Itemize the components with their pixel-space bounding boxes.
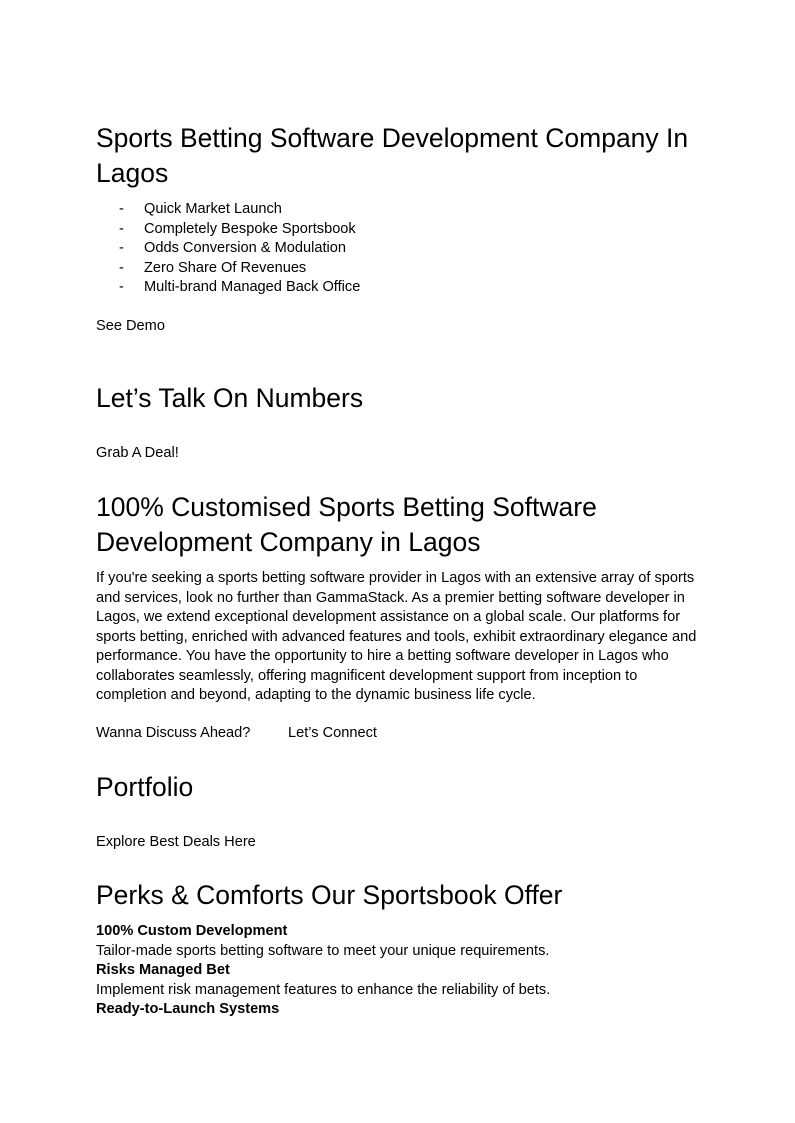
see-demo-link[interactable]: See Demo [96, 318, 165, 334]
portfolio-title: Portfolio [96, 772, 194, 802]
list-dash: - [119, 259, 124, 276]
perk-title: Ready-to-Launch Systems [96, 1001, 280, 1017]
discuss-row [96, 724, 377, 744]
perks-list [96, 922, 706, 1020]
list-item [96, 200, 360, 220]
list-dash: - [119, 240, 124, 256]
list-item [96, 239, 360, 259]
perk-description: Implement risk management features to enhance the reliability of bets. [96, 981, 551, 998]
feature-label: Completely Bespoke Sportsbook [144, 220, 356, 237]
explore-deals-link[interactable]: Explore Best Deals Here [96, 834, 256, 850]
grab-deal-link[interactable]: Grab A Deal! [96, 445, 179, 461]
feature-label: Zero Share Of Revenues [144, 259, 307, 276]
perks-title: Perks & Comforts Our Sportsbook Offer [96, 880, 563, 910]
list-item [96, 259, 360, 279]
hero-title: Sports Betting Software Development Company In Lagos [96, 123, 689, 188]
list-item [96, 278, 360, 298]
list-item [96, 220, 360, 240]
discuss-text: Wanna Discuss Ahead? [96, 725, 251, 741]
numbers-title: Let’s Talk On Numbers [96, 383, 364, 413]
list-dash: - [119, 220, 124, 237]
perk-title: Risks Managed Bet [96, 962, 230, 978]
list-dash: - [119, 279, 124, 295]
customised-title: 100% Customised Sports Betting Software Development Company in Lagos [96, 492, 597, 557]
list-dash: - [119, 201, 124, 217]
feature-list [96, 200, 360, 298]
perk-description: Tailor-made sports betting software to meet your unique requirements. [96, 942, 550, 959]
feature-label: Multi-brand Managed Back Office [144, 279, 361, 295]
connect-link[interactable]: Let’s Connect [288, 725, 377, 741]
feature-label: Odds Conversion & Modulation [144, 240, 346, 256]
customised-paragraph: If you're seeking a sports betting software provider in Lagos with an extensive array of sports and services, look no further than GammaStack. As a premier betting software developer in Lagos, we extend exceptional development assistance on a global scale. Our platforms for sports betting, enriched with advanced features and tools, exhibit extraordinary elegance and performance. You have the opportunity to hire a betting software developer in Lagos who collaborates seamlessly, offering magnificent development support from inception to completion and beyond, adapting to the dynamic business life cycle. [96, 570, 697, 703]
perk-title: 100% Custom Development [96, 923, 288, 939]
feature-label: Quick Market Launch [144, 201, 282, 217]
